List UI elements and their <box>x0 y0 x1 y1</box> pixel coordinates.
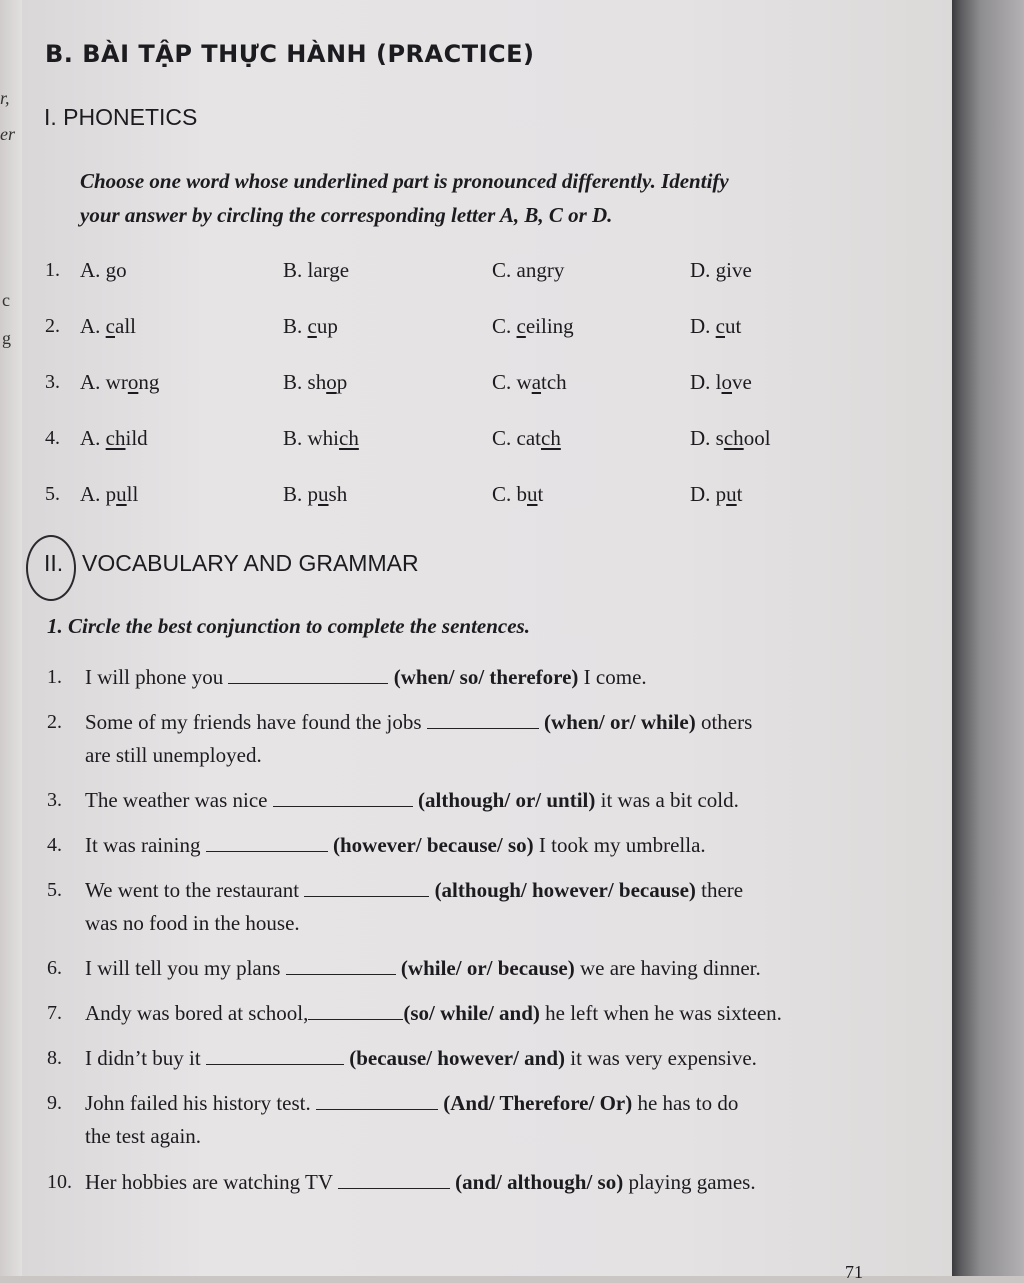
sentence-line <box>85 1170 756 1195</box>
option-text: B. <box>283 258 308 282</box>
conjunction-choices: (when/ so/ therefore) <box>388 665 579 689</box>
question-number: 10. <box>47 1171 72 1193</box>
sentence-end: he left when he was sixteen. <box>539 1001 782 1025</box>
underlined-part: a <box>531 370 542 394</box>
answer-option[interactable] <box>80 314 136 339</box>
underlined-part: o <box>326 370 337 394</box>
underlined-part: o <box>127 370 139 394</box>
underlined-part: c <box>105 314 115 338</box>
answer-option[interactable] <box>80 370 159 395</box>
option-text: all <box>115 314 136 338</box>
option-text: ool <box>743 426 771 450</box>
underlined-part: c <box>715 314 725 338</box>
sentence-line <box>85 878 743 903</box>
margin-fragment: r, <box>0 88 10 108</box>
conjunction-choices: (because/ however/ and) <box>343 1046 566 1070</box>
sentence-start: Some of my friends have found the jobs <box>85 710 427 734</box>
section-title: B. BÀI TẬP THỰC HÀNH (PRACTICE) <box>45 40 535 68</box>
conjunction-choices: (so/ while/ and) <box>403 1001 540 1025</box>
underlined-part: c <box>516 314 526 338</box>
answer-option[interactable] <box>283 258 349 283</box>
question-number: 2. <box>47 711 62 733</box>
answer-option[interactable] <box>492 258 564 283</box>
sentence-start: I will tell you my plans <box>85 956 286 980</box>
sentence-end: there <box>695 878 744 902</box>
question-number: 3. <box>45 371 60 393</box>
sentence-start: The weather was nice <box>85 788 273 812</box>
answer-option[interactable] <box>492 482 543 507</box>
option-text: A. <box>80 370 106 394</box>
conjunction-choices: (when/ or/ while) <box>538 710 696 734</box>
question-number: 7. <box>47 1002 62 1024</box>
answer-blank[interactable] <box>308 1001 403 1020</box>
option-text: t <box>537 482 544 506</box>
question-number: 8. <box>47 1047 62 1069</box>
option-text: ve <box>732 370 752 394</box>
sentence-start: We went to the restaurant <box>85 878 305 902</box>
vocab-heading-number: II. <box>44 550 64 576</box>
option-text: whi <box>307 426 340 450</box>
question-number: 4. <box>47 834 62 856</box>
answer-option[interactable] <box>690 314 741 339</box>
book-spine <box>952 0 1024 1276</box>
option-text: t <box>736 482 743 506</box>
option-text: D. <box>690 426 716 450</box>
option-text: b <box>516 482 528 506</box>
left-page-edge <box>0 0 22 1276</box>
sentence-start: I didn’t buy it <box>85 1046 206 1070</box>
option-text: C. <box>492 314 517 338</box>
option-text: eiling <box>525 314 574 338</box>
answer-option[interactable] <box>283 370 347 395</box>
option-text: up <box>316 314 338 338</box>
sentence-end: I come. <box>578 665 647 689</box>
option-text: go <box>105 258 127 282</box>
question-number: 5. <box>47 879 62 901</box>
underlined-part: ch <box>339 426 359 450</box>
underlined-part: u <box>726 482 737 506</box>
option-text: w <box>516 370 532 394</box>
sentence-end: he has to do <box>632 1091 739 1115</box>
sentence-line <box>85 956 761 981</box>
option-text: p <box>336 370 348 394</box>
sentence-end: I took my umbrella. <box>533 833 706 857</box>
sentence-line <box>85 833 706 858</box>
option-text: p <box>715 482 727 506</box>
page-number: 71 <box>845 1262 863 1282</box>
option-text: ll <box>126 482 139 506</box>
sentence-line <box>85 1001 782 1026</box>
underlined-part: o <box>721 370 733 394</box>
option-text: wr <box>105 370 128 394</box>
option-text: p <box>307 482 319 506</box>
sentence-start: I will phone you <box>85 665 229 689</box>
answer-blank[interactable] <box>228 665 388 684</box>
sentence-line <box>85 710 752 735</box>
conjunction-choices: (however/ because/ so) <box>327 833 534 857</box>
conjunction-choices: (although/ or/ until) <box>412 788 596 812</box>
answer-blank[interactable] <box>286 956 396 975</box>
answer-blank[interactable] <box>273 788 413 807</box>
option-text: B. <box>283 314 308 338</box>
underlined-part: u <box>318 482 329 506</box>
option-text: B. <box>283 370 308 394</box>
sentence-end: it was a bit cold. <box>595 788 739 812</box>
answer-option[interactable] <box>492 426 561 451</box>
phonetics-heading: I. PHONETICS <box>44 104 198 130</box>
margin-fragment: c <box>2 290 10 310</box>
option-text: give <box>715 258 752 282</box>
question-number: 6. <box>47 957 62 979</box>
sentence-line <box>85 1091 738 1116</box>
option-text: sh <box>328 482 348 506</box>
sentence-end: it was very expensive. <box>565 1046 757 1070</box>
sentence-start: It was raining <box>85 833 206 857</box>
phonetics-instruction-line1: Choose one word whose underlined part is pronounced differently. Identify <box>80 169 729 193</box>
answer-option[interactable] <box>283 482 347 507</box>
option-text: A. <box>80 314 106 338</box>
answer-blank[interactable] <box>206 1046 344 1065</box>
answer-option[interactable] <box>690 258 752 283</box>
option-text: p <box>105 482 117 506</box>
answer-option[interactable] <box>492 370 567 395</box>
option-text: sh <box>307 370 327 394</box>
question-number: 1. <box>47 666 62 688</box>
underlined-part: ch <box>541 426 561 450</box>
sentence-continuation: the test again. <box>85 1124 202 1148</box>
sentence-continuation: are still unemployed. <box>85 743 262 767</box>
option-text: ut <box>725 314 742 338</box>
underlined-part: u <box>116 482 127 506</box>
answer-option[interactable] <box>80 258 127 283</box>
question-number: 2. <box>45 315 60 337</box>
margin-fragment: er <box>0 124 15 144</box>
phonetics-instruction-line2: your answer by circling the corresponding letter A, B, C or D. <box>80 203 613 227</box>
question-number: 5. <box>45 483 60 505</box>
answer-option[interactable] <box>690 426 771 451</box>
option-text: s <box>715 426 724 450</box>
conjunction-choices: (although/ however/ because) <box>429 878 696 902</box>
option-text: C. <box>492 426 517 450</box>
answer-option[interactable] <box>283 426 359 451</box>
option-text: l <box>715 370 722 394</box>
option-text: ng <box>138 370 160 394</box>
sentence-line <box>85 1046 757 1071</box>
vocab-instruction: 1. Circle the best conjunction to complete the sentences. <box>47 614 530 638</box>
conjunction-choices: (and/ although/ so) <box>449 1170 624 1194</box>
option-text: D. <box>690 258 716 282</box>
conjunction-choices: (And/ Therefore/ Or) <box>437 1091 633 1115</box>
question-number: 1. <box>45 259 60 281</box>
option-text: B. <box>283 426 308 450</box>
answer-blank[interactable] <box>206 833 328 852</box>
answer-option[interactable] <box>492 314 574 339</box>
sentence-start: Andy was bored at school, <box>85 1001 309 1025</box>
option-text: B. <box>283 482 308 506</box>
sentence-end: others <box>695 710 753 734</box>
sentence-continuation: was no food in the house. <box>85 911 300 935</box>
sentence-start: Her hobbies are watching TV <box>85 1170 338 1194</box>
vocab-heading: VOCABULARY AND GRAMMAR <box>82 550 419 576</box>
answer-option[interactable] <box>690 482 743 507</box>
option-text: D. <box>690 314 716 338</box>
underlined-part: u <box>527 482 538 506</box>
option-text: tch <box>541 370 567 394</box>
answer-option[interactable] <box>80 426 148 451</box>
underlined-part: ch <box>723 426 744 450</box>
answer-option[interactable] <box>690 370 752 395</box>
option-text: A. <box>80 482 106 506</box>
question-number: 9. <box>47 1092 62 1114</box>
option-text: A. <box>80 426 106 450</box>
answer-blank[interactable] <box>338 1170 450 1189</box>
conjunction-choices: (while/ or/ because) <box>395 956 575 980</box>
answer-blank[interactable] <box>316 1091 438 1110</box>
answer-blank[interactable] <box>427 710 539 729</box>
option-text: angry <box>516 258 565 282</box>
underlined-part: ch <box>105 426 126 450</box>
option-text: large <box>307 258 350 282</box>
answer-option[interactable] <box>283 314 338 339</box>
sentence-start: John failed his history test. <box>85 1091 316 1115</box>
answer-option[interactable] <box>80 482 138 507</box>
option-text: D. <box>690 370 716 394</box>
option-text: cat <box>516 426 541 450</box>
sentence-end: playing games. <box>623 1170 756 1194</box>
margin-fragment: g <box>2 328 11 348</box>
answer-blank[interactable] <box>304 878 429 897</box>
option-text: C. <box>492 482 517 506</box>
option-text: D. <box>690 482 716 506</box>
sentence-end: we are having dinner. <box>574 956 761 980</box>
sentence-line <box>85 788 739 813</box>
question-number: 4. <box>45 427 60 449</box>
underlined-part: c <box>307 314 317 338</box>
option-text: C. <box>492 370 517 394</box>
sentence-line <box>85 665 647 690</box>
question-number: 3. <box>47 789 62 811</box>
option-text: C. <box>492 258 517 282</box>
option-text: A. <box>80 258 106 282</box>
option-text: ild <box>125 426 148 450</box>
